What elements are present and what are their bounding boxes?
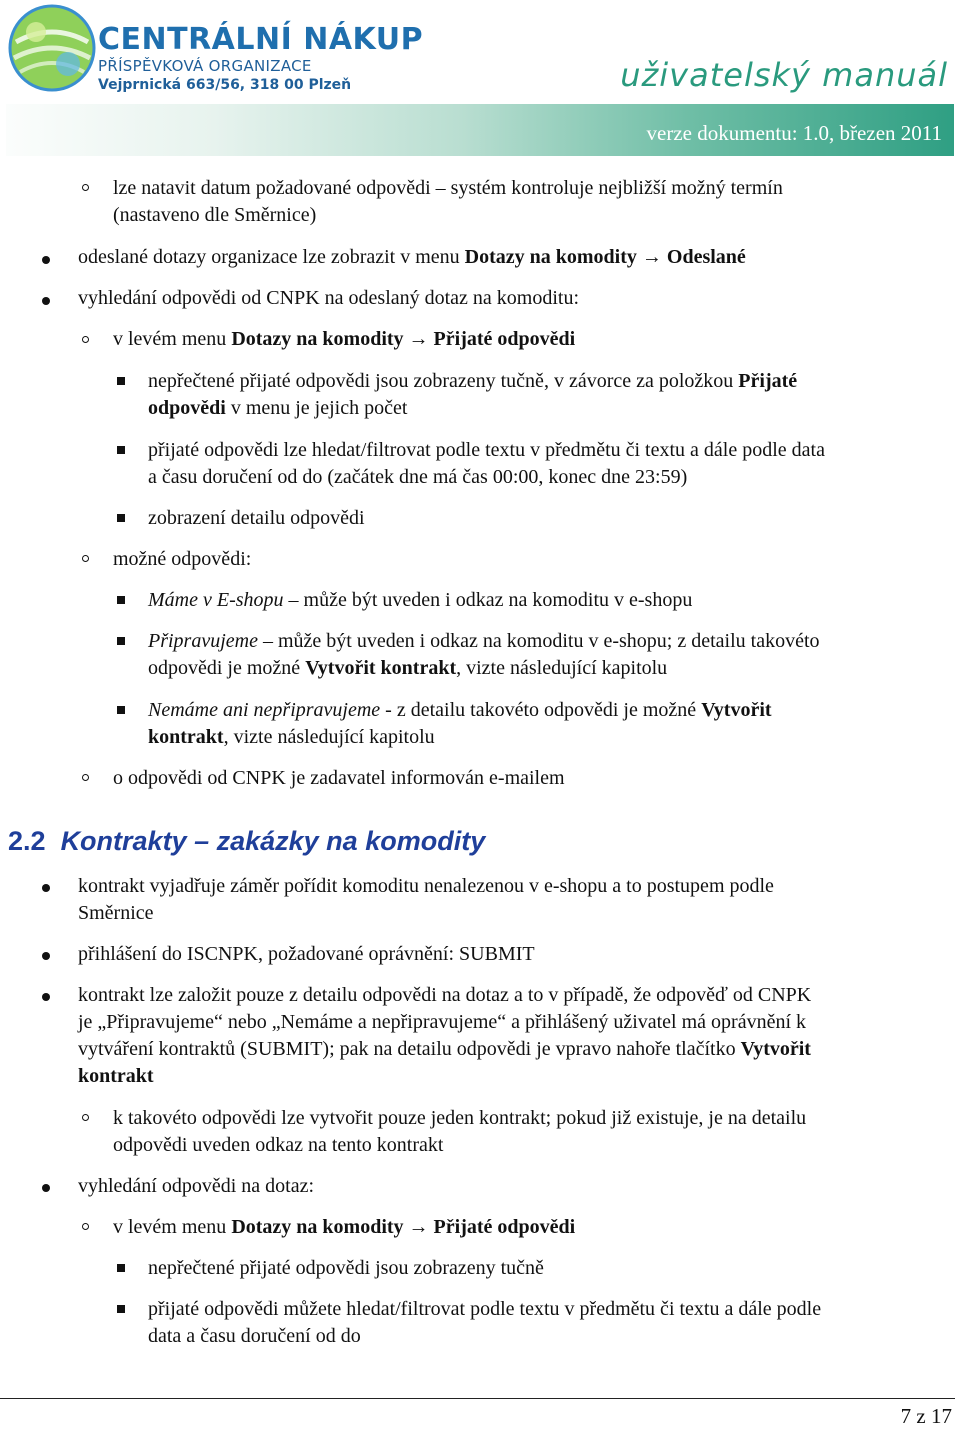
list-item-continuation: kontrakt, vizte následující kapitolu — [148, 726, 435, 748]
document-version: verze dokumentu: 1.0, březen 2011 — [646, 121, 942, 145]
bullet-circle-marker — [82, 184, 89, 191]
list-item-continuation: je „Připravujeme“ nebo „Nemáme a nepřipravujeme“ a přihlášený uživatel má oprávnění k — [78, 1011, 807, 1033]
page-number: 7 z 17 — [900, 1404, 952, 1428]
bullet-circle-marker — [82, 774, 89, 781]
list-item: přihlášení do ISCNPK, požadované oprávnění: SUBMIT — [78, 943, 535, 965]
bullet-dot-marker — [42, 952, 50, 960]
list-item-continuation: a času doručení od do (začátek dne má čas 00:00, konec dne 23:59) — [148, 466, 688, 488]
list-item: k takovéto odpovědi lze vytvořit pouze jeden kontrakt; pokud již existuje, je na detailu — [113, 1107, 807, 1129]
section-heading — [8, 826, 485, 857]
list-item: v levém menu Dotazy na komodity → Přijaté odpovědi — [113, 1216, 576, 1238]
bullet-square-marker — [117, 596, 125, 604]
bullet-square-marker — [117, 637, 125, 645]
organization-address: Vejprnická 663/56, 318 00 Plzeň — [98, 77, 352, 93]
list-item: kontrakt lze založit pouze z detailu odpovědi na dotaz a to v případě, že odpověď od CNPK — [78, 984, 812, 1006]
bullet-circle-marker — [82, 336, 89, 343]
list-item: v levém menu Dotazy na komodity → Přijaté odpovědi — [113, 328, 576, 350]
list-item: nepřečtené přijaté odpovědi jsou zobrazeny tučně — [148, 1257, 544, 1279]
list-item: zobrazení detailu odpovědi — [148, 507, 365, 529]
organization-name: CENTRÁLNÍ NÁKUP — [98, 22, 424, 57]
list-item: možné odpovědi: — [113, 548, 252, 570]
bullet-circle-marker — [82, 1223, 89, 1230]
list-item: odeslané dotazy organizace lze zobrazit v menu Dotazy na komodity → Odeslané — [78, 246, 746, 268]
list-item-continuation: odpovědi v menu je jejich počet — [148, 397, 408, 419]
globe-logo-icon — [6, 2, 98, 94]
section-title: Kontrakty – zakázky na komodity — [60, 826, 486, 856]
list-item: o odpovědi od CNPK je zadavatel informován e-mailem — [113, 767, 565, 789]
bullet-square-marker — [117, 514, 125, 522]
manual-title: uživatelský manuál — [620, 56, 948, 94]
list-item: kontrakt vyjadřuje záměr pořídit komoditu nenalezenou v e-shopu a to postupem podle — [78, 875, 774, 897]
list-item-continuation: kontrakt — [78, 1065, 154, 1087]
list-item-continuation: Směrnice — [78, 902, 154, 924]
bullet-square-marker — [117, 1264, 125, 1272]
list-item-continuation: odpovědi je možné Vytvořit kontrakt, vizte následující kapitolu — [148, 657, 668, 679]
bullet-dot-marker — [42, 1184, 50, 1192]
list-item: vyhledání odpovědi na dotaz: — [78, 1175, 315, 1197]
footer-divider — [0, 1398, 955, 1399]
header-band — [6, 104, 954, 156]
bullet-dot-marker — [42, 993, 50, 1001]
list-item: lze natavit datum požadované odpovědi – systém kontroluje nejbližší možný termín — [113, 177, 783, 199]
list-item-continuation: odpovědi uveden odkaz na tento kontrakt — [113, 1134, 444, 1156]
bullet-dot-marker — [42, 297, 50, 305]
list-item: vyhledání odpovědi od CNPK na odeslaný dotaz na komoditu: — [78, 287, 580, 309]
bullet-dot-marker — [42, 256, 50, 264]
section-number: 2.2 — [8, 826, 46, 856]
list-item: přijaté odpovědi můžete hledat/filtrovat podle textu v předmětu či textu a dále podle — [148, 1298, 822, 1320]
list-item: přijaté odpovědi lze hledat/filtrovat podle textu v předmětu či textu a dále podle data — [148, 439, 825, 461]
bullet-dot-marker — [42, 884, 50, 892]
list-item-continuation: data a času doručení od do — [148, 1325, 361, 1347]
bullet-square-marker — [117, 446, 125, 454]
bullet-circle-marker — [82, 555, 89, 562]
bullet-square-marker — [117, 706, 125, 714]
list-item: Připravujeme – může být uveden i odkaz na komoditu v e-shopu; z detailu takovéto — [148, 630, 820, 652]
list-item-continuation: (nastaveno dle Směrnice) — [113, 204, 317, 226]
list-item: nepřečtené přijaté odpovědi jsou zobrazeny tučně, v závorce za položkou Přijaté — [148, 370, 798, 392]
bullet-square-marker — [117, 1305, 125, 1313]
list-item: Nemáme ani nepřipravujeme - z detailu takovéto odpovědi je možné Vytvořit — [148, 699, 772, 721]
bullet-circle-marker — [82, 1114, 89, 1121]
document-header — [6, 0, 954, 156]
bullet-square-marker — [117, 377, 125, 385]
list-item: Máme v E-shopu – může být uveden i odkaz na komoditu v e-shopu — [148, 589, 693, 611]
organization-type: PŘÍSPĚVKOVÁ ORGANIZACE — [98, 57, 312, 75]
list-item-continuation: vytváření kontraktů (SUBMIT); pak na detailu odpovědi je vpravo nahoře tlačítko Vytvořit — [78, 1038, 811, 1060]
